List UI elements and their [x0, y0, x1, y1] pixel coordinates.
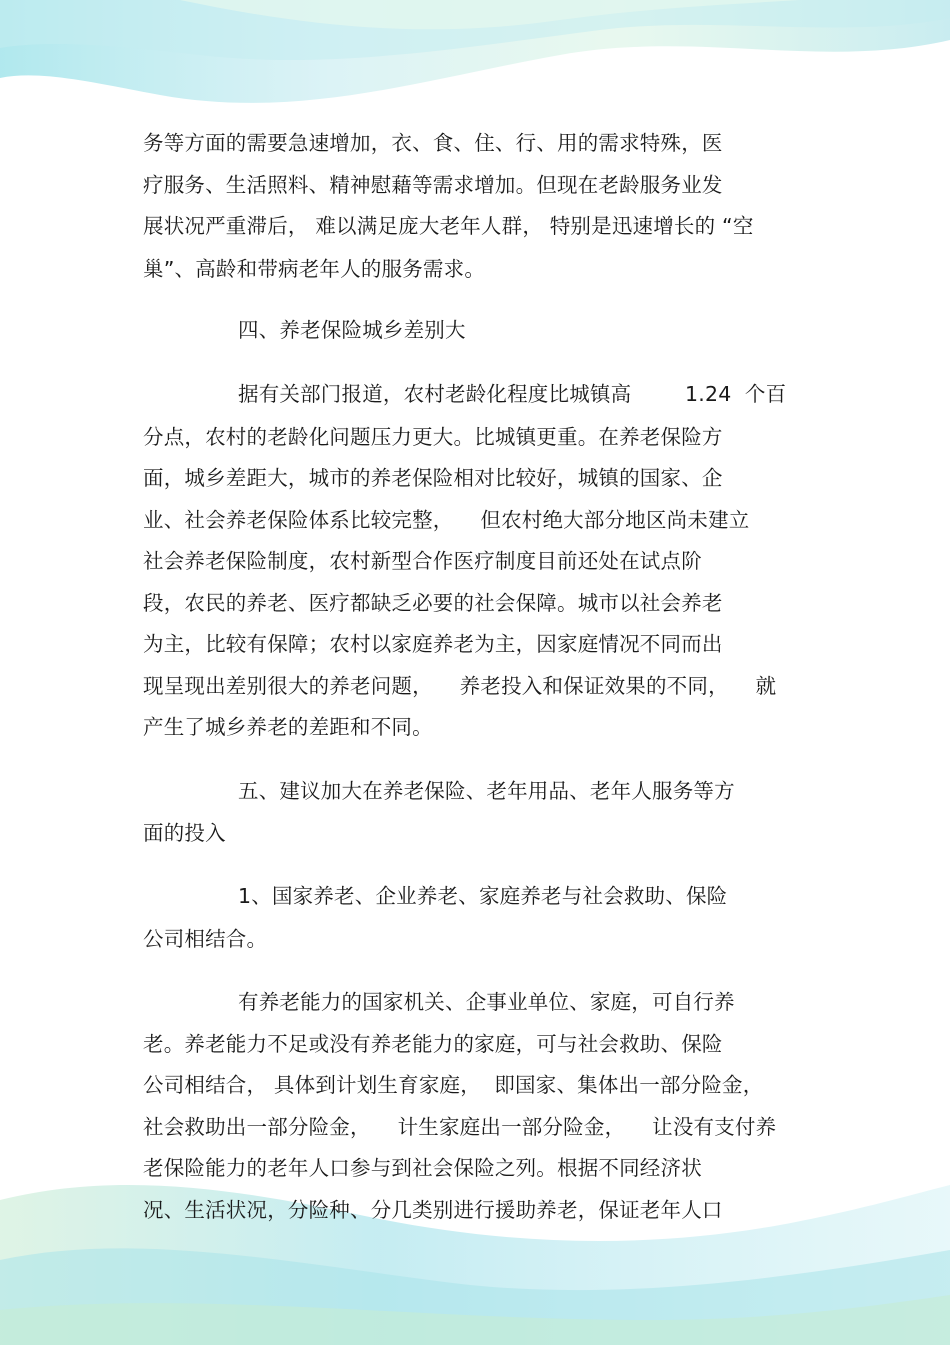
text-line: 业、社会养老保险体系比较完整， 但农村绝大部分地区尚未建立	[143, 508, 750, 532]
text-line: 展状况严重滞后， 难以满足庞大老年人群， 特别是迅速增长的 “空	[143, 214, 754, 238]
text-line: 段，农民的养老、医疗都缺乏必要的社会保障。城市以社会养老	[143, 591, 723, 615]
text-line: 老保险能力的老年人口参与到社会保险之列。根据不同经济状	[143, 1156, 702, 1180]
text-line: 现呈现出差别很大的养老问题， 养老投入和保证效果的不同， 就	[143, 674, 777, 698]
text-line: 况、生活状况，分险种、分几类别进行援助养老，保证老年人口	[143, 1198, 723, 1222]
text-line: 公司相结合， 具体到计划生育家庭， 即国家、集体出一部分险金，	[143, 1073, 764, 1097]
text-line: 为主，比较有保障；农村以家庭养老为主，因家庭情况不同而出	[143, 632, 723, 656]
text-line: 面，城乡差距大，城市的养老保险相对比较好，城镇的国家、企	[143, 466, 723, 490]
subsection-heading-1-cont: 公司相结合。	[143, 927, 268, 951]
subsection-heading-1: 1、国家养老、企业养老、家庭养老与社会救助、保险	[238, 884, 728, 908]
section-heading-4: 四、养老保险城乡差别大	[238, 318, 466, 342]
text-line: 老。养老能力不足或没有养老能力的家庭，可与社会救助、保险	[143, 1032, 723, 1056]
text-line: 有养老能力的国家机关、企事业单位、家庭，可自行养	[238, 990, 735, 1014]
section-heading-5-cont: 面的投入	[143, 821, 226, 845]
text-line: 巢”、高龄和带病老年人的服务需求。	[143, 257, 486, 281]
section-heading-5: 五、建议加大在养老保险、老年用品、老年人服务等方	[238, 779, 735, 803]
text-line: 分点，农村的老龄化问题压力更大。比城镇更重。在养老保险方	[143, 425, 723, 449]
text-line: 据有关部门报道，农村老龄化程度比城镇高 1.24 个百	[238, 382, 787, 406]
text-line: 社会救助出一部分险金， 计生家庭出一部分险金， 让没有支付养	[143, 1115, 777, 1139]
text-line: 社会养老保险制度，农村新型合作医疗制度目前还处在试点阶	[143, 549, 702, 573]
text-line: 疗服务、生活照料、精神慰藉等需求增加。但现在老龄服务业发	[143, 173, 723, 197]
text-line: 产生了城乡养老的差距和不同。	[143, 715, 433, 739]
text-line: 务等方面的需要急速增加，衣、食、住、行、用的需求特殊，医	[143, 131, 723, 155]
